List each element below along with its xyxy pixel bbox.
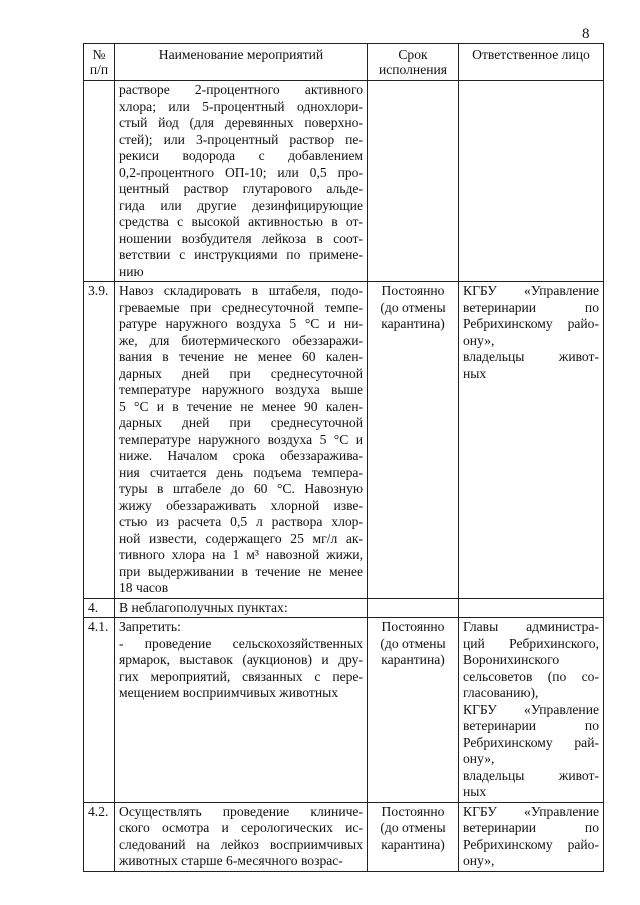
- activities-table: [83, 43, 604, 872]
- activity-text-line: 5 °С и в течение не менее 90 кален-: [119, 398, 363, 414]
- term-text-line: (до отмены: [380, 635, 446, 651]
- activity-text-line: 0,2-процентного ОП-10; или 0,5 про-: [119, 164, 363, 180]
- activity-text-line: ветствии с инструкциями по примене-: [119, 247, 363, 262]
- activity-text-line: ношении возбудителя лейкоза в соот-: [119, 230, 363, 246]
- term-text: [368, 282, 459, 599]
- activity-text-line: стый йод (для деревянных поверхно-: [119, 115, 363, 130]
- responsible-text: [459, 282, 604, 599]
- responsible-text-line: КГБУ «Управление: [463, 283, 599, 298]
- responsible-text-line: Ребрихинскому райо-: [463, 316, 599, 331]
- activity-text-line: Осуществлять проведение клиниче-: [119, 803, 363, 819]
- responsible-text-line: ветеринарии по: [463, 299, 599, 315]
- table-header-row: [84, 44, 604, 81]
- activity-text-line: вания в течение не менее 60 кален-: [119, 349, 363, 364]
- activity-text-line: В неблагополучных пунктах:: [119, 599, 288, 615]
- activity-text-line: гида или другие дезинфицирующие: [119, 197, 363, 213]
- activity-text-line: мещением восприимчивых животных: [119, 685, 339, 700]
- activity-text-line: жижу обеззараживать хлорной изве-: [119, 497, 363, 513]
- responsible-text-line: ону»,: [463, 853, 495, 868]
- term-text: [368, 618, 459, 803]
- responsible-text-line: Ворониxинского: [463, 652, 560, 667]
- activity-text: [115, 802, 368, 871]
- responsible-text: [459, 802, 604, 871]
- activity-text: [115, 81, 368, 282]
- responsible-text-line: владельцы живот-: [463, 349, 599, 364]
- responsible-text-line: Ребрихинскому райо-: [463, 836, 599, 852]
- responsible-text-line: КГБУ «Управление: [463, 803, 599, 819]
- row-number: 4.2.: [84, 802, 115, 871]
- responsible-text-line: ветеринарии по: [463, 718, 599, 733]
- activity-text: [115, 618, 368, 803]
- activity-text-line: тивного хлора на 1 м³ навозной жижи,: [119, 547, 363, 562]
- table-row: [84, 282, 604, 599]
- responsible-text: [459, 618, 604, 803]
- responsible-text-line: ных: [463, 784, 487, 799]
- activity-text: [115, 282, 368, 599]
- row-number: 4.1.: [84, 618, 115, 803]
- term-text-line: (до отмены: [380, 820, 446, 835]
- responsible-text-line: владельцы живот-: [463, 767, 599, 783]
- responsible-text: [459, 598, 604, 618]
- table-body: [84, 81, 604, 872]
- page-number: 8: [582, 26, 590, 42]
- activity-text-line: ярмарок, выставок (аукционов) и дру-: [119, 652, 363, 667]
- responsible-text-line: ций Ребрихинского,: [463, 635, 599, 651]
- table-row: [84, 81, 604, 282]
- activity-text-line: рекиси водорода с добавлением: [119, 148, 363, 163]
- activity-text-line: ниже. Началом срока обеззаражива-: [119, 448, 363, 463]
- header-activity: Наименование мероприятий: [115, 44, 368, 81]
- term-text-line: Постоянно: [381, 619, 445, 634]
- activity-text-line: ния считается день подъема темпера-: [119, 464, 363, 480]
- activity-text-line: стью из расчета 0,5 л раствора хлор-: [119, 514, 363, 529]
- responsible-text-line: КГБУ «Управление: [463, 701, 599, 717]
- term-text-line: карантина): [381, 652, 445, 667]
- table-row: [84, 598, 604, 618]
- term-text-line: карантина): [381, 316, 445, 331]
- row-number: 4.: [84, 598, 115, 618]
- responsible-text-line: ных: [463, 365, 487, 381]
- activity-text-line: греваемые при среднесуточной темпе-: [119, 299, 363, 315]
- term-text-line: (до отмены: [380, 299, 446, 315]
- activity-text-line: центный раствор глутарового альде-: [119, 181, 363, 196]
- activity-text-line: нию: [119, 263, 144, 279]
- activity-text-line: Запретить:: [119, 619, 181, 634]
- row-number: [84, 81, 115, 282]
- responsible-text-line: ону»,: [463, 332, 495, 348]
- term-text-line: Постоянно: [381, 803, 445, 819]
- activity-text-line: дарных дней при среднесуточной: [119, 415, 363, 430]
- activity-text-line: 18 часов: [119, 580, 169, 595]
- header-responsible: Ответственное лицо: [459, 44, 604, 81]
- term-text: [368, 81, 459, 282]
- activity-text-line: дарных дней при среднесуточной: [119, 365, 363, 381]
- table-row: [84, 618, 604, 803]
- activity-text-line: ной извести, содержащего 25 мг/л ак-: [119, 530, 363, 546]
- row-number: 3.9.: [84, 282, 115, 599]
- activity-text-line: при выдерживании в течение не менее: [119, 563, 363, 579]
- activity-text-line: хлора; или 5-процентный однохлори-: [119, 98, 363, 114]
- responsible-text-line: гласованию),: [463, 685, 539, 700]
- activity-text-line: гих мероприятий, связанных с пере-: [119, 668, 363, 684]
- table-row: [84, 802, 604, 871]
- activity-text-line: растворе 2-процентного активного: [119, 82, 363, 97]
- header-number: № п/п: [84, 44, 115, 81]
- term-text: [368, 598, 459, 618]
- responsible-text: [459, 81, 604, 282]
- activity-text-line: ского осмотра и серологических ис-: [119, 820, 363, 835]
- activity-text-line: же, для биотермического обеззаражи-: [119, 332, 363, 348]
- responsible-text-line: сельсоветов (по со-: [463, 668, 599, 684]
- activity-text-line: - проведение сельскохозяйственных: [119, 635, 363, 651]
- term-text-line: Постоянно: [381, 283, 445, 298]
- activity-text-line: стей); или 3-процентный раствор пе-: [119, 131, 363, 147]
- activity-text-line: температуре наружного воздуха выше: [119, 382, 363, 397]
- activity-text: [115, 598, 368, 618]
- activity-text-line: туры в штабеле до 60 °С. Навозную: [119, 481, 363, 496]
- responsible-text-line: ветеринарии по: [463, 820, 599, 835]
- activity-text-line: средства с высокой активностью в от-: [119, 214, 363, 229]
- responsible-text-line: Ребрихинскому рай-: [463, 734, 599, 750]
- activity-text-line: следований на лейкоз восприимчивых: [119, 836, 363, 852]
- activity-text-line: Навоз складировать в штабеля, подо-: [119, 283, 363, 298]
- header-term: Срок исполнения: [368, 44, 459, 81]
- activity-text-line: ратуре наружного воздуха 5 °С и ни-: [119, 316, 363, 331]
- activity-text-line: температуре наружного воздуха 5 °С и: [119, 431, 363, 447]
- term-text-line: карантина): [381, 836, 445, 852]
- responsible-text-line: ону»,: [463, 751, 495, 766]
- responsible-text-line: Главы администра-: [463, 619, 599, 634]
- activity-text-line: животных старше 6-месячного возрас-: [119, 853, 343, 868]
- term-text: [368, 802, 459, 871]
